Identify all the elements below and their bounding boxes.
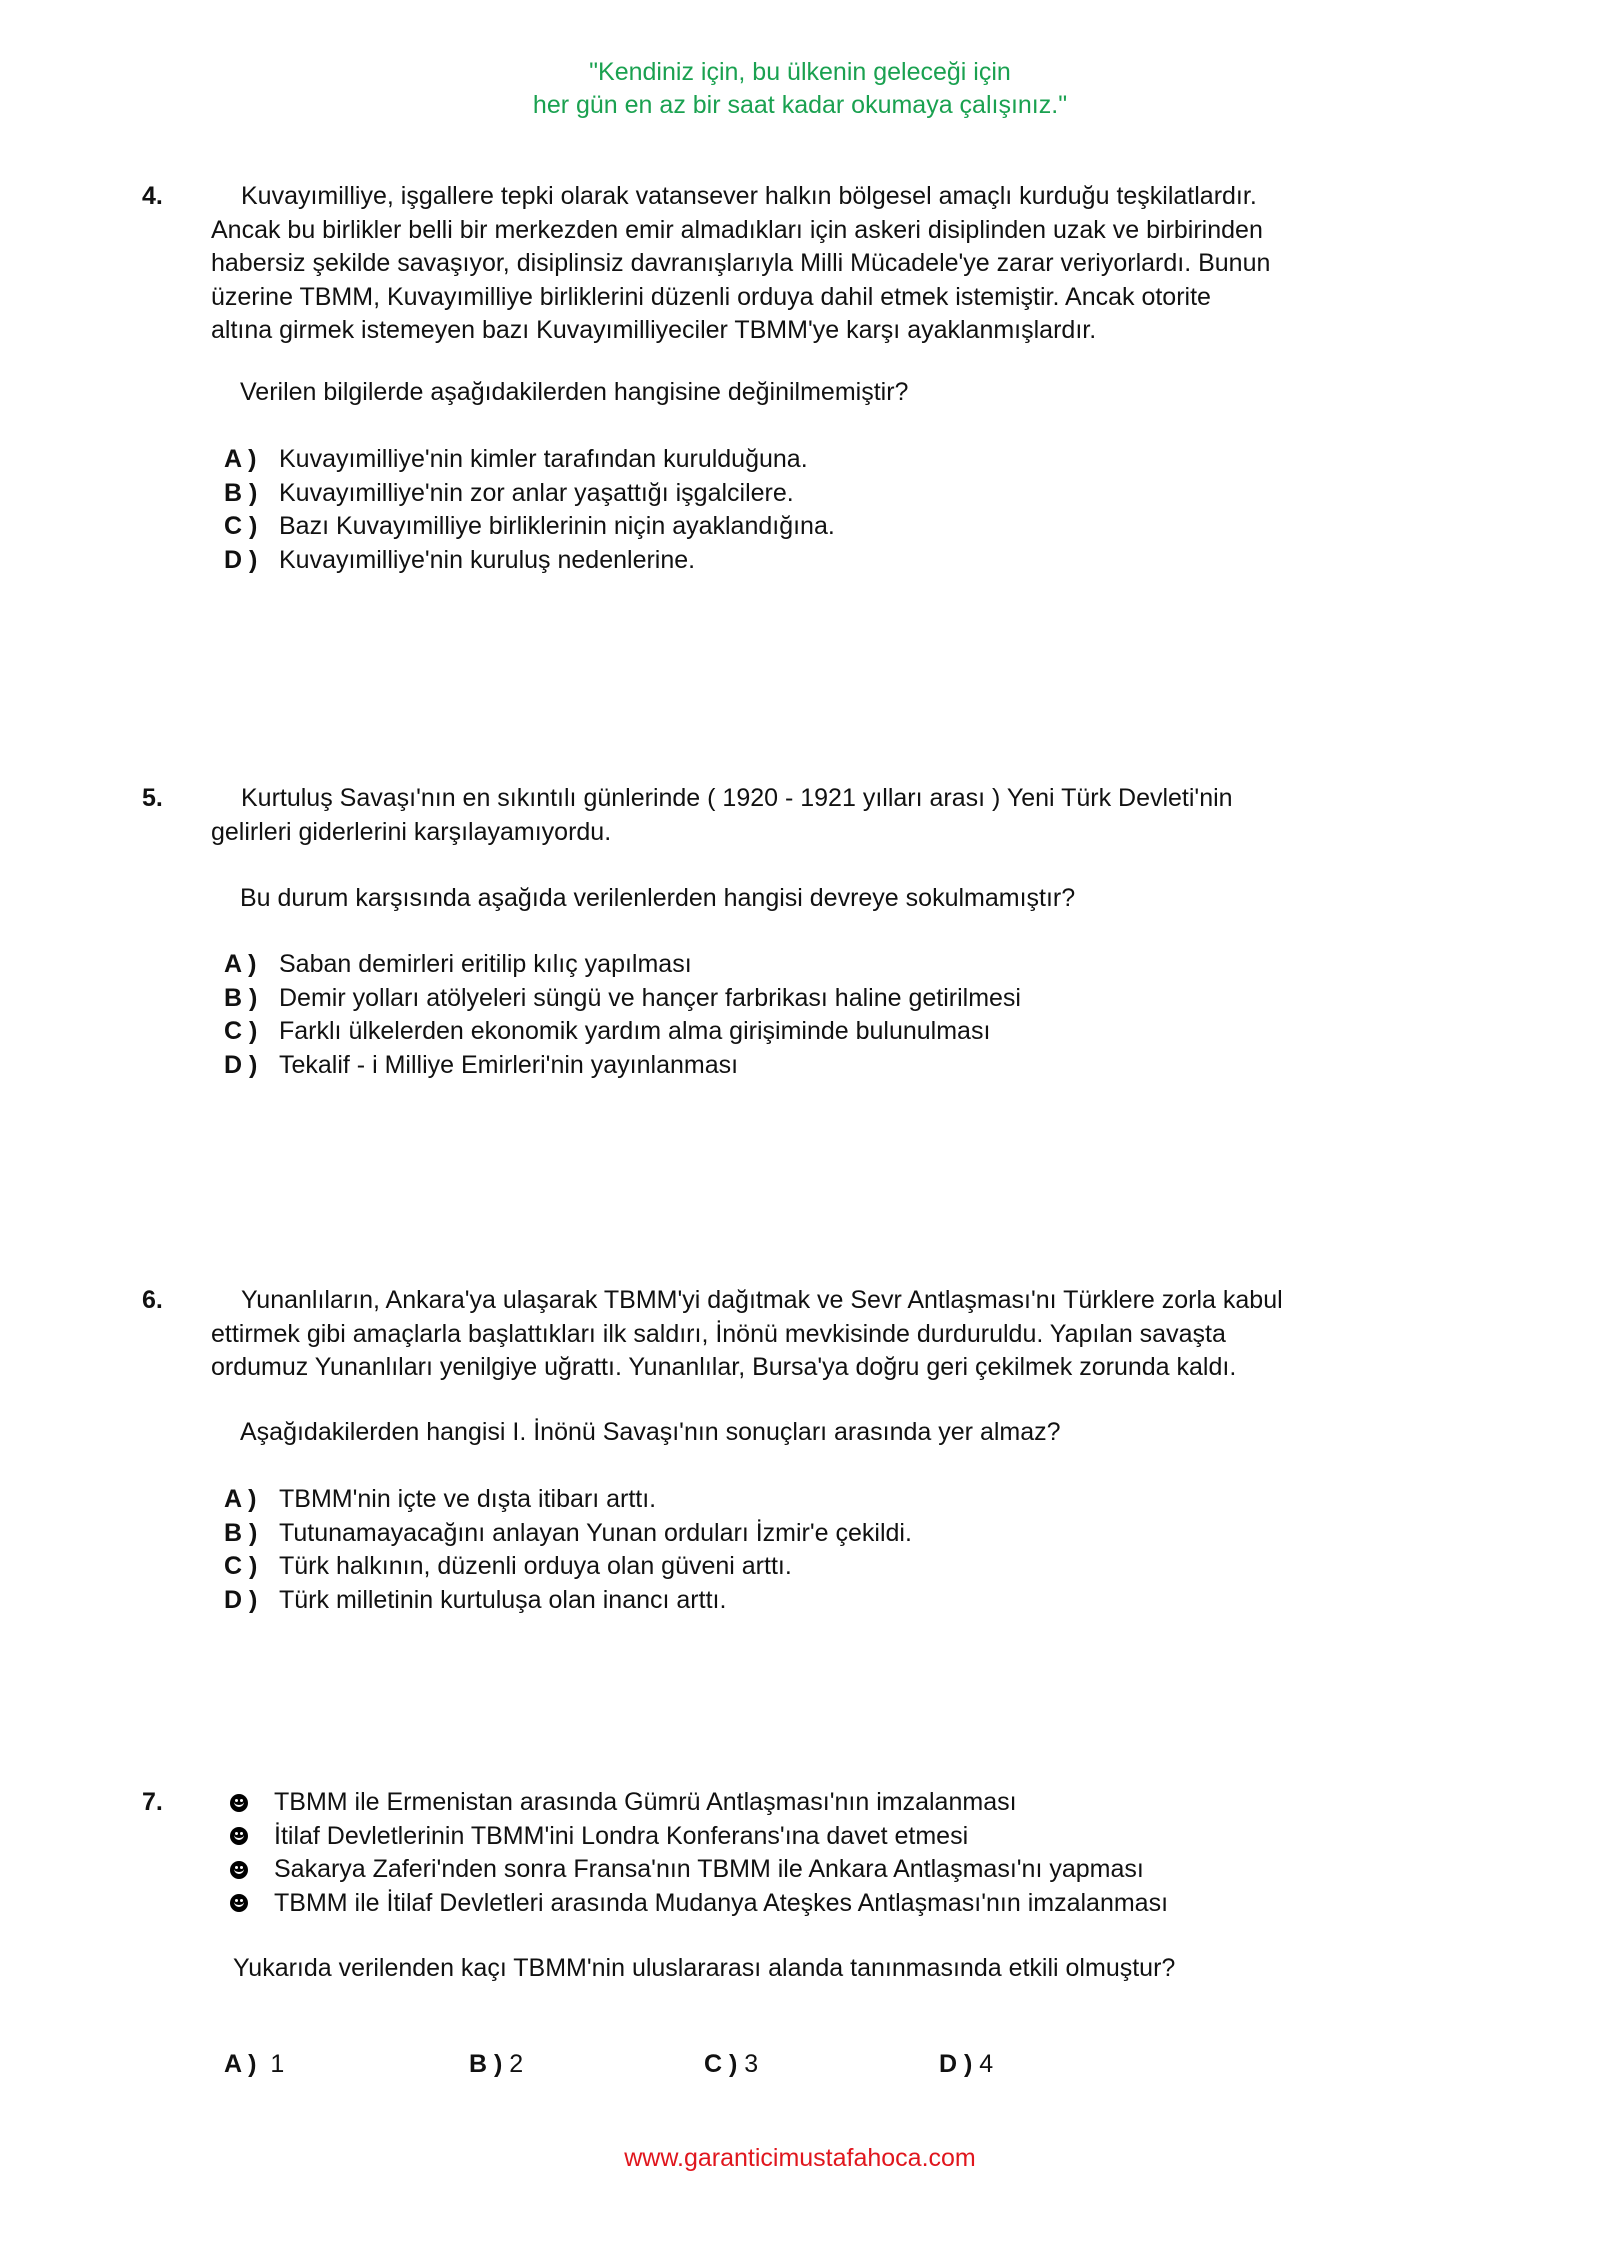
- stem-line: üzerine TBMM, Kuvayımilliye birliklerini düzenli orduya dahil etmek istemiştir. Ancak otorite: [211, 282, 1211, 311]
- option-text: Kuvayımilliye'nin kimler tarafından kurulduğuna.: [279, 445, 808, 473]
- option-c[interactable]: [704, 2048, 758, 2082]
- motto-line-1: "Kendiniz için, bu ülkenin geleceği için: [589, 58, 1011, 86]
- option-a[interactable]: [224, 443, 835, 477]
- smiley-face-icon: [230, 1894, 248, 1912]
- option-c[interactable]: [224, 510, 835, 544]
- option-text: Tekalif - i Milliye Emirleri'nin yayınlanması: [279, 1050, 739, 1079]
- question-number: 7.: [142, 1788, 163, 1816]
- option-d[interactable]: [939, 2048, 993, 2082]
- option-a[interactable]: [224, 1483, 912, 1517]
- option-text: Saban demirleri eritilip kılıç yapılması: [279, 950, 692, 978]
- statement-text: TBMM ile Ermenistan arasında Gümrü Antlaşması'nın imzalanması: [274, 1788, 1017, 1816]
- option-letter: A ): [224, 445, 257, 473]
- smiley-face-icon: [230, 1827, 248, 1845]
- statement-text: Sakarya Zaferi'nden sonra Fransa'nın TBMM ile Ankara Antlaşması'nı yapması: [274, 1855, 1144, 1883]
- option-letter: B ): [224, 983, 258, 1012]
- question-prompt: Bu durum karşısında aşağıda verilenlerden hangisi devreye sokulmamıştır?: [240, 884, 1076, 912]
- question-stem: [211, 782, 1391, 849]
- option-letter: B ): [469, 2050, 503, 2078]
- option-letter: B ): [224, 1518, 258, 1547]
- statement-item: [230, 1853, 1168, 1887]
- question-prompt: Aşağıdakilerden hangisi I. İnönü Savaşı'nın sonuçları arasında yer almaz?: [240, 1418, 1061, 1446]
- motto-line-2: her gün en az bir saat kadar okumaya çalışınız.": [532, 91, 1068, 119]
- footer-website-link[interactable]: www.garanticimustafahoca.com: [624, 2144, 976, 2172]
- option-letter: B ): [224, 478, 258, 507]
- stem-line: ettirmek gibi amaçlarla başlattıkları ilk saldırı, İnönü mevkisinde durduruldu. Yapılan savaşta: [211, 1319, 1226, 1348]
- option-b[interactable]: [224, 1517, 912, 1551]
- stem-line: altına girmek istemeyen bazı Kuvayımilliyeciler TBMM'ye karşı ayaklanmışlardır.: [211, 316, 1097, 344]
- option-letter: C ): [224, 1552, 258, 1580]
- stem-line: Kurtuluş Savaşı'nın en sıkıntılı günlerinde ( 1920 - 1921 yılları arası ) Yeni Türk Devleti'nin: [241, 784, 1233, 812]
- stem-line: Ancak bu birlikler belli bir merkezden emir almadıkları için askeri disiplinden uzak ve birbirinden: [211, 215, 1263, 244]
- option-letter: C ): [224, 1017, 258, 1045]
- option-text: 4: [979, 2050, 994, 2078]
- smiley-face-icon: [230, 1861, 248, 1879]
- option-text: Kuvayımilliye'nin zor anlar yaşattığı işgalcilere.: [279, 478, 794, 507]
- answer-options: [224, 2048, 1424, 2082]
- smiley-face-icon: [230, 1794, 248, 1812]
- question-number: 5.: [142, 784, 163, 812]
- question-number: 6.: [142, 1286, 163, 1314]
- option-text: Tutunamayacağını anlayan Yunan orduları İzmir'e çekildi.: [279, 1518, 912, 1547]
- stem-line: habersiz şekilde savaşıyor, disiplinsiz davranışlarıyla Milli Mücadele'ye zarar veriyorlardı. Bunun: [211, 249, 1271, 277]
- option-text: Türk halkının, düzenli orduya olan güveni arttı.: [279, 1552, 792, 1580]
- option-letter: D ): [224, 545, 258, 574]
- stem-line: Kuvayımilliye, işgallere tepki olarak vatansever halkın bölgesel amaçlı kurduğu teşkilatlardır.: [241, 182, 1257, 210]
- question-stem: [211, 180, 1391, 348]
- statement-text: İtilaf Devletlerinin TBMM'ini Londra Konferans'ına davet etmesi: [274, 1821, 969, 1850]
- option-text: Bazı Kuvayımilliye birliklerinin niçin ayaklandığına.: [279, 512, 835, 540]
- option-d[interactable]: [224, 1584, 912, 1618]
- option-a[interactable]: [224, 948, 1021, 982]
- option-letter: D ): [224, 1050, 258, 1079]
- option-letter: C ): [224, 512, 258, 540]
- option-b[interactable]: [224, 477, 835, 511]
- option-text: TBMM'nin içte ve dışta itibarı arttı.: [279, 1485, 657, 1513]
- option-d[interactable]: [224, 1049, 1021, 1083]
- option-letter: C ): [704, 2050, 738, 2078]
- question-prompt: Yukarıda verilenden kaçı TBMM'nin uluslararası alanda tanınmasında etkili olmuştur?: [233, 1954, 1176, 1982]
- question-prompt: Verilen bilgilerde aşağıdakilerden hangisine değinilmemiştir?: [240, 378, 909, 406]
- answer-options: [224, 443, 835, 577]
- option-b[interactable]: [224, 982, 1021, 1016]
- option-letter: D ): [939, 2050, 973, 2078]
- option-a[interactable]: [224, 2048, 284, 2082]
- option-text: 3: [744, 2050, 759, 2078]
- option-letter: A ): [224, 950, 257, 978]
- stem-line: ordumuz Yunanlıları yenilgiye uğrattı. Yunanlılar, Bursa'ya doğru geri çekilmek zorunda kaldı.: [211, 1353, 1237, 1381]
- stem-line: gelirleri giderlerini karşılayamıyordu.: [211, 817, 612, 846]
- answer-options: [224, 1483, 912, 1617]
- option-text: Kuvayımilliye'nin kuruluş nedenlerine.: [279, 545, 696, 574]
- option-text: 2: [509, 2050, 524, 2078]
- option-text: Demir yolları atölyeleri süngü ve hançer farbrikası haline getirilmesi: [279, 983, 1021, 1012]
- option-c[interactable]: [224, 1550, 912, 1584]
- option-text: Farklı ülkelerden ekonomik yardım alma girişiminde bulunulması: [279, 1017, 991, 1045]
- statement-item: [230, 1820, 1168, 1854]
- option-d[interactable]: [224, 544, 835, 578]
- statement-item: [230, 1786, 1168, 1820]
- answer-options: [224, 948, 1021, 1082]
- option-b[interactable]: [469, 2048, 523, 2082]
- option-text: Türk milletinin kurtuluşa olan inancı arttı.: [279, 1585, 727, 1614]
- statement-item: [230, 1887, 1168, 1921]
- option-letter: A ): [224, 1485, 257, 1513]
- stem-line: Yunanlıların, Ankara'ya ulaşarak TBMM'yi dağıtmak ve Sevr Antlaşması'nı Türklere zorla kabul: [241, 1286, 1283, 1314]
- statement-list: [230, 1786, 1168, 1920]
- statement-text: TBMM ile İtilaf Devletleri arasında Mudanya Ateşkes Antlaşması'nın imzalanması: [274, 1888, 1169, 1917]
- header-motto: [0, 56, 1600, 122]
- question-number: 4.: [142, 182, 163, 210]
- option-text: 1: [270, 2050, 285, 2078]
- option-letter: A ): [224, 2050, 257, 2078]
- option-letter: D ): [224, 1585, 258, 1614]
- question-stem: [211, 1284, 1391, 1385]
- option-c[interactable]: [224, 1015, 1021, 1049]
